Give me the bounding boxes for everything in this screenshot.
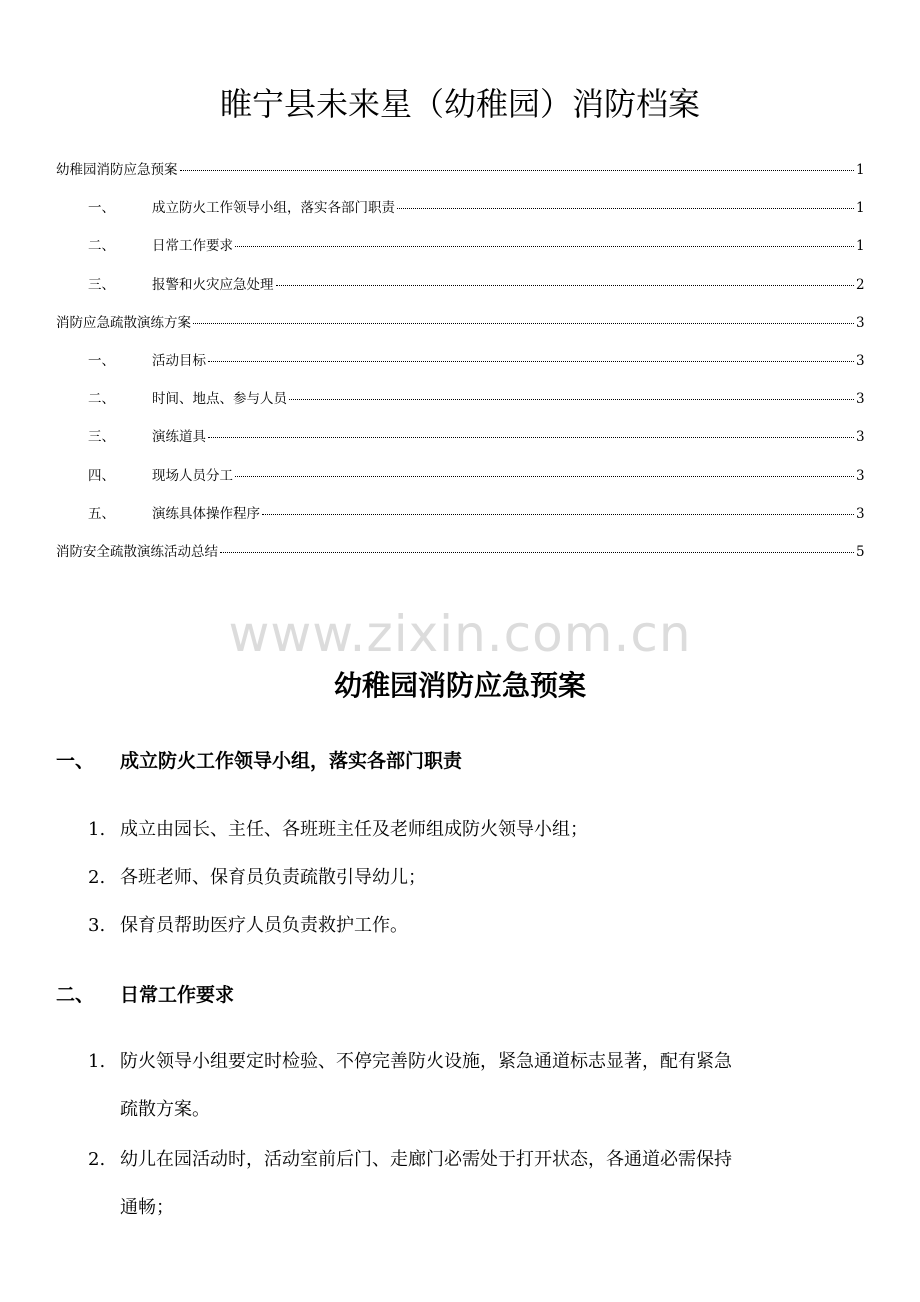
item-continuation: 通畅； xyxy=(120,1197,174,1218)
toc-entry-number: 一、 xyxy=(88,200,115,217)
toc-entry-label: 消防应急疏散演练方案 xyxy=(56,314,191,331)
toc-page-number: 3 xyxy=(856,314,865,331)
document-title: 睢宁县未来星（幼稚园）消防档案 xyxy=(219,85,700,123)
list-item xyxy=(88,1038,868,1134)
list-item xyxy=(88,854,868,902)
toc-page-number: 3 xyxy=(856,352,865,369)
item-number: 3. xyxy=(88,915,106,936)
toc-leader xyxy=(262,514,854,515)
toc-leader xyxy=(193,323,854,324)
toc-entry[interactable] xyxy=(56,504,864,542)
toc-leader xyxy=(208,361,854,362)
toc-entry[interactable] xyxy=(56,542,864,580)
toc-entry-label: 幼稚园消防应急预案 xyxy=(56,162,178,178)
item-text: 成立由园长、主任、各班班主任及老师组成防火领导小组； xyxy=(120,819,588,840)
heading-number: 二、 xyxy=(56,984,95,1006)
toc-leader xyxy=(235,476,854,477)
toc-leader xyxy=(220,552,854,553)
toc-leader xyxy=(208,437,854,438)
toc-page-number: 1 xyxy=(856,238,865,255)
list-item xyxy=(88,1136,868,1232)
toc-entry-number: 五、 xyxy=(88,505,115,522)
item-text: 幼儿在园活动时，活动室前后门、走廊门必需处于打开状态，各通道必需保持 xyxy=(120,1149,732,1170)
item-text: 防火领导小组要定时检验、不停完善防火设施，紧急通道标志显著，配有紧急 xyxy=(120,1051,732,1072)
toc-leader xyxy=(235,246,854,247)
toc-leader xyxy=(397,208,854,209)
toc-entry-number: 三、 xyxy=(88,276,115,293)
item-number: 1. xyxy=(88,1051,106,1072)
toc-entry-number: 二、 xyxy=(88,238,115,255)
toc-page-number: 2 xyxy=(856,276,865,293)
toc-entry[interactable] xyxy=(56,351,864,389)
heading-text: 日常工作要求 xyxy=(120,984,235,1006)
toc-entry[interactable] xyxy=(56,427,864,465)
toc-entry-number: 二、 xyxy=(88,391,115,408)
toc-leader xyxy=(289,399,854,400)
toc-entry-label: 成立防火工作领导小组，落实各部门职责 xyxy=(152,200,395,217)
toc-entry-label: 时间、地点、参与人员 xyxy=(152,391,287,408)
section-heading xyxy=(56,746,462,776)
item-number: 2. xyxy=(88,867,106,888)
heading-text: 成立防火工作领导小组，落实各部门职责 xyxy=(120,750,463,772)
toc-leader xyxy=(180,170,855,171)
item-text: 各班老师、保育员负责疏散引导幼儿； xyxy=(120,867,426,888)
toc-entry-label: 消防安全疏散演练活动总结 xyxy=(56,543,218,560)
toc-entry-number: 三、 xyxy=(88,429,115,446)
toc-page-number: 3 xyxy=(856,467,865,484)
toc-page-number: 3 xyxy=(856,505,865,522)
toc-page-number: 3 xyxy=(856,391,865,408)
section-heading xyxy=(56,980,234,1010)
toc-entry[interactable] xyxy=(56,275,864,313)
list-item xyxy=(88,902,868,950)
toc-entry[interactable] xyxy=(56,313,864,351)
item-text: 保育员帮助医疗人员负责救护工作。 xyxy=(120,915,408,936)
item-continuation: 疏散方案。 xyxy=(120,1099,210,1120)
table-of-contents xyxy=(56,160,864,580)
item-number: 1. xyxy=(88,819,106,840)
watermark: www.zixin.com.cn xyxy=(228,605,692,663)
toc-entry-label: 日常工作要求 xyxy=(152,238,233,255)
toc-entry-label: 演练道具 xyxy=(152,429,206,446)
toc-entry-label: 活动目标 xyxy=(152,352,206,369)
toc-page-number: 1 xyxy=(856,162,865,178)
toc-entry-label: 现场人员分工 xyxy=(152,467,233,484)
section-title: 幼稚园消防应急预案 xyxy=(333,669,586,702)
toc-entry-label: 报警和火灾应急处理 xyxy=(152,276,274,293)
toc-entry[interactable] xyxy=(56,198,864,236)
toc-entry[interactable] xyxy=(56,236,864,274)
heading-number: 一、 xyxy=(56,750,95,772)
toc-entry-label: 演练具体操作程序 xyxy=(152,505,260,522)
toc-page-number: 3 xyxy=(856,429,865,446)
toc-leader xyxy=(276,285,855,286)
toc-page-number: 5 xyxy=(856,543,865,560)
item-number: 2. xyxy=(88,1149,106,1170)
list-item xyxy=(88,806,868,854)
toc-entry-number: 一、 xyxy=(88,352,115,369)
toc-entry[interactable] xyxy=(56,160,864,198)
toc-entry-number: 四、 xyxy=(88,467,115,484)
toc-entry[interactable] xyxy=(56,466,864,504)
toc-entry[interactable] xyxy=(56,389,864,427)
toc-page-number: 1 xyxy=(856,200,865,217)
